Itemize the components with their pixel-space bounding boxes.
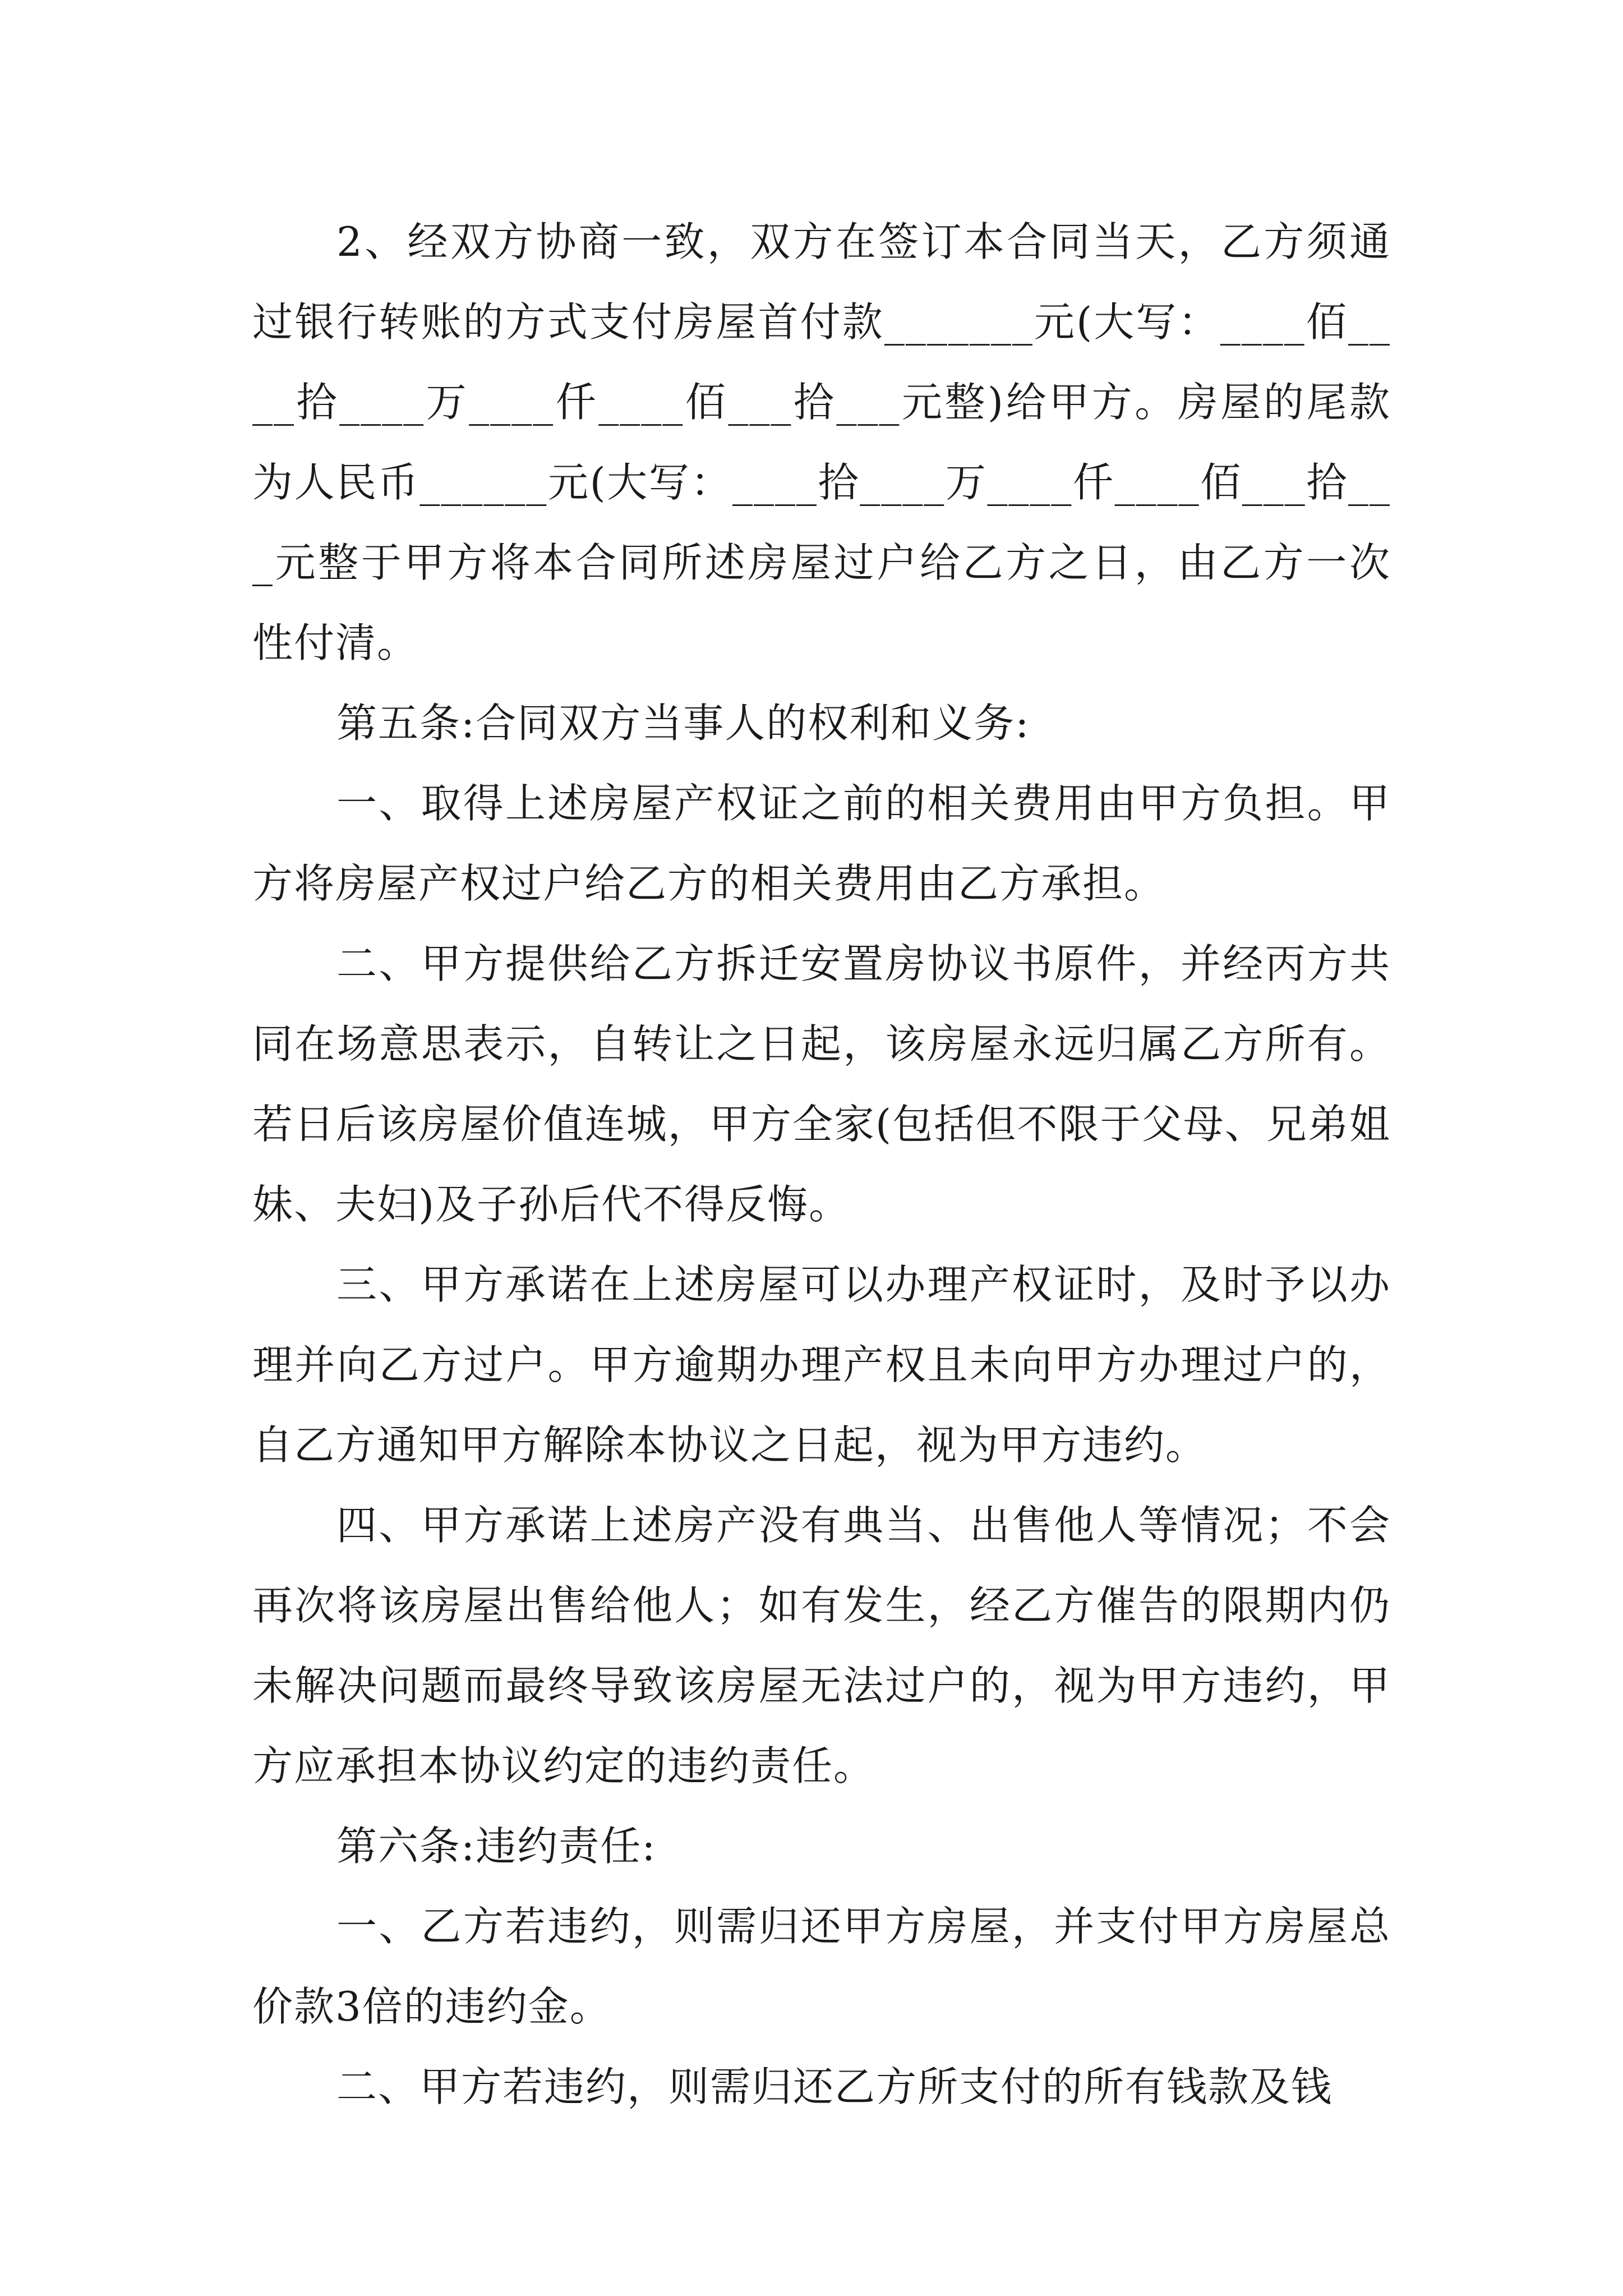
article-six-item-1: 一、乙方若违约，则需归还甲方房屋，并支付甲方房屋总价款3倍的违约金。 — [252, 1903, 1391, 2030]
article-six-item-2: 二、甲方若违约，则需归还乙方所支付的所有钱款及钱 — [336, 2063, 1333, 2110]
payment-clause-paragraph: 2、经双方协商一致，双方在签订本合同当天，乙方须通过银行转账的方式支付房屋首付款_______元(大写：____佰____拾____万____仟____佰___拾___元整)给甲方。房屋的尾款为人民币______元(大写：____拾____万____仟____佰___拾___元整于甲方将本合同所述房屋过户给乙方之日，由乙方一次性付清。 — [252, 218, 1391, 666]
article-five-item-3: 三、甲方承诺在上述房屋可以办理产权证时，及时予以办理并向乙方过户。甲方逾期办理产权且未向甲方办理过户的，自乙方通知甲方解除本协议之日起，视为甲方违约。 — [252, 1261, 1391, 1469]
article-six-heading: 第六条:违约责任: — [336, 1823, 657, 1870]
article-five-item-2: 二、甲方提供给乙方拆迁安置房协议书原件，并经丙方共同在场意思表示，自转让之日起，该房屋永远归属乙方所有。若日后该房屋价值连城，甲方全家(包括但不限于父母、兄弟姐妹、夫妇)及子孙后代不得反悔。 — [252, 940, 1391, 1228]
document-page — [252, 202, 1391, 2127]
article-five-item-4: 四、甲方承诺上述房产没有典当、出售他人等情况；不会再次将该房屋出售给他人；如有发生，经乙方催告的限期内仍未解决问题而最终导致该房屋无法过户的，视为甲方违约，甲方应承担本协议约定的违约责任。 — [252, 1502, 1391, 1789]
article-five-item-1: 一、取得上述房屋产权证之前的相关费用由甲方负担。甲方将房屋产权过户给乙方的相关费用由乙方承担。 — [252, 780, 1391, 907]
article-five-heading: 第五条:合同双方当事人的权利和义务: — [336, 700, 1030, 747]
